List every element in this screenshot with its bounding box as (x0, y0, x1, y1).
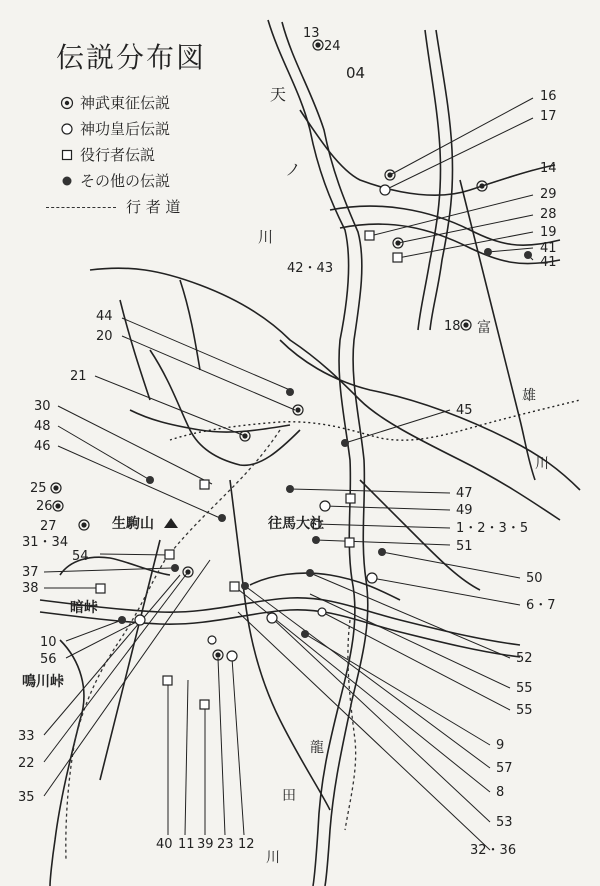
legend-label-3: その他の伝説 (80, 172, 171, 190)
circle-icon (54, 122, 80, 136)
mountain-icon (164, 518, 178, 528)
label-12: 12 (238, 837, 255, 852)
label-11: 11 (178, 837, 195, 852)
label-41a: 41 (540, 241, 557, 256)
label-04: 04 (346, 64, 366, 82)
place-no: ノ (285, 160, 302, 179)
legend-row-double-circle (54, 90, 181, 116)
label-35: 35 (18, 790, 35, 805)
label-6-7: 6・7 (526, 598, 556, 613)
label-55b: 55 (516, 703, 533, 718)
label-9: 9 (496, 738, 505, 753)
place-kurotoge: 暗峠 (70, 600, 98, 616)
railway-line (170, 400, 580, 440)
label-52: 52 (516, 651, 533, 666)
place-ta: 田 (282, 788, 296, 804)
label-37: 37 (22, 565, 39, 580)
square-icon (54, 148, 80, 162)
label-26: 26 (36, 499, 53, 514)
label-45: 45 (456, 403, 473, 418)
place-tatsu: 龍 (310, 740, 324, 756)
label-41b: 41 (540, 255, 557, 270)
label-25: 25 (30, 481, 47, 496)
label-55a: 55 (516, 681, 533, 696)
label-27: 27 (40, 519, 57, 534)
label-51: 51 (456, 539, 473, 554)
legend-label-2: 役行者伝説 (80, 146, 156, 164)
label-57: 57 (496, 761, 513, 776)
double-circle-icon (54, 96, 80, 110)
legend-row-dot (54, 168, 181, 194)
label-47: 47 (456, 486, 473, 501)
place-kawa2: 川 (535, 456, 549, 472)
label-48: 48 (34, 419, 51, 434)
label-10: 10 (40, 635, 57, 650)
place-o: 雄 (522, 388, 536, 404)
label-40: 40 (156, 837, 173, 852)
label-29: 29 (540, 187, 557, 202)
label-8: 8 (496, 785, 505, 800)
label-14: 14 (540, 161, 557, 176)
label-18: 18 (444, 319, 461, 334)
place-kawa3: 川 (266, 850, 280, 866)
dot-icon (54, 174, 80, 188)
place-narukawa: 鳴川峠 (22, 674, 64, 690)
pilgrim-path (66, 430, 280, 860)
label-1-2-3-5: 1・2・3・5 (456, 521, 529, 536)
label-33: 33 (18, 729, 35, 744)
label-16: 16 (540, 89, 557, 104)
label-24: 24 (324, 39, 341, 54)
label-30: 30 (34, 399, 51, 414)
place-tomi: 富 (477, 320, 491, 336)
label-32-36: 32・36 (470, 843, 517, 858)
label-28: 28 (540, 207, 557, 222)
label-54: 54 (72, 549, 89, 564)
place-ten: 天 (270, 85, 287, 104)
label-38: 38 (22, 581, 39, 596)
legend-label-4: 行 者 道 (126, 198, 181, 216)
label-42-43: 42・43 (287, 261, 334, 276)
label-31-34: 31・34 (22, 535, 69, 550)
map-title: 伝説分布図 (56, 41, 207, 74)
place-ikoma: 生駒山 (112, 516, 154, 532)
label-46: 46 (34, 439, 51, 454)
place-ouma: 往馬大社 (268, 516, 324, 532)
place-kawa1: 川 (258, 228, 274, 246)
legend-row-dashed (54, 194, 181, 220)
label-50: 50 (526, 571, 543, 586)
label-20: 20 (96, 329, 113, 344)
label-56: 56 (40, 652, 57, 667)
legend-row-square (54, 142, 181, 168)
circle-markers (135, 185, 390, 661)
label-13: 13 (303, 26, 320, 41)
legend-row-circle (54, 116, 181, 142)
label-19: 19 (540, 225, 557, 240)
legend-label-1: 神功皇后伝説 (80, 120, 171, 138)
map-legend (54, 90, 181, 220)
dashed-line-icon (46, 207, 116, 208)
legend-label-0: 神武東征伝説 (80, 94, 171, 112)
label-44: 44 (96, 309, 113, 324)
label-22: 22 (18, 756, 35, 771)
label-39: 39 (197, 837, 214, 852)
label-53: 53 (496, 815, 513, 830)
label-21: 21 (70, 369, 87, 384)
label-49: 49 (456, 503, 473, 518)
label-23: 23 (217, 837, 234, 852)
label-17: 17 (540, 109, 557, 124)
